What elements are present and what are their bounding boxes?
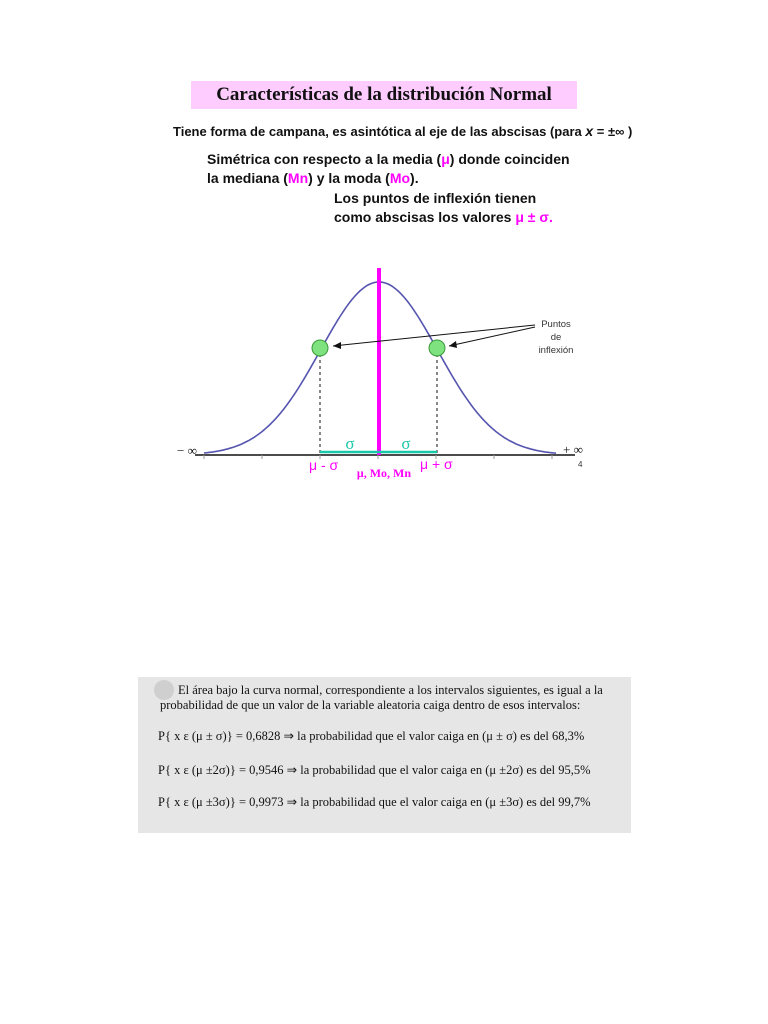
probability-row-3: P{ x ε (μ ±3σ)} = 0,9973 ⇒ la probabilidad que el valor caiga en (μ ±3σ) es del 99,7% bbox=[158, 795, 591, 809]
mean-mode-median-label: μ, Mo, Mn bbox=[356, 466, 412, 480]
symmetry-text-d: ) y la moda ( bbox=[308, 170, 390, 186]
inflection-period: . bbox=[548, 209, 553, 225]
equals-sign: = bbox=[593, 124, 608, 139]
mu-plus-sigma-label: μ + σ bbox=[420, 456, 453, 472]
negative-infinity-label: − ∞ bbox=[177, 443, 197, 458]
bell-shape-text: Tiene forma de campana, es asintótica al eje de las abscisas (para bbox=[173, 124, 586, 139]
symmetry-text-e: ). bbox=[410, 170, 419, 186]
close-paren: ) bbox=[624, 124, 633, 139]
panel-intro: El área bajo la curva normal, correspondiente a los intervalos siguientes, es igual a la probabilidad de que un valor de la variable aleatoria caiga dentro de esos intervalos: bbox=[160, 683, 603, 712]
probability-row-2: P{ x ε (μ ±2σ)} = 0,9546 ⇒ la probabilidad que el valor caiga en (μ ±2σ) es del 95,5% bbox=[158, 763, 591, 777]
inflection-text-b: como abscisas los valores bbox=[334, 209, 516, 225]
probability-panel bbox=[138, 677, 631, 833]
symmetry-text-c: la mediana ( bbox=[207, 170, 288, 186]
mu-symbol: μ bbox=[441, 151, 450, 167]
right-inflection-point bbox=[429, 340, 445, 356]
probability-row-1: P{ x ε (μ ± σ)} = 0,6828 ⇒ la probabilidad que el valor caiga en (μ ± σ) es del 68,3% bbox=[158, 729, 585, 743]
plus-minus-infinity: ±∞ bbox=[607, 124, 625, 139]
inflection-label-line3: inflexión bbox=[538, 345, 574, 356]
sigma-right-label: σ bbox=[401, 434, 411, 453]
x-variable: x bbox=[585, 123, 594, 139]
left-inflection-point bbox=[312, 340, 328, 356]
inflection-label-line2: de bbox=[550, 332, 562, 343]
mu-plus-minus-sigma: μ ± σ bbox=[515, 209, 549, 225]
inflection-text-a: Los puntos de inflexión tienen bbox=[334, 190, 537, 206]
inflection-label-line1: Puntos bbox=[541, 319, 571, 330]
symmetry-text-a: Simétrica con respecto a la media ( bbox=[207, 151, 442, 167]
positive-infinity-label: + ∞ bbox=[563, 442, 583, 457]
page-title: Características de la distribución Normal bbox=[191, 81, 577, 109]
mu-minus-sigma-label: μ - σ bbox=[309, 457, 339, 473]
mo-label: Mo bbox=[389, 170, 411, 186]
symmetry-text-b: ) donde coinciden bbox=[449, 151, 570, 167]
tick-label-4: 4 bbox=[578, 460, 583, 469]
mn-label: Mn bbox=[287, 170, 309, 186]
sigma-left-label: σ bbox=[345, 434, 355, 453]
